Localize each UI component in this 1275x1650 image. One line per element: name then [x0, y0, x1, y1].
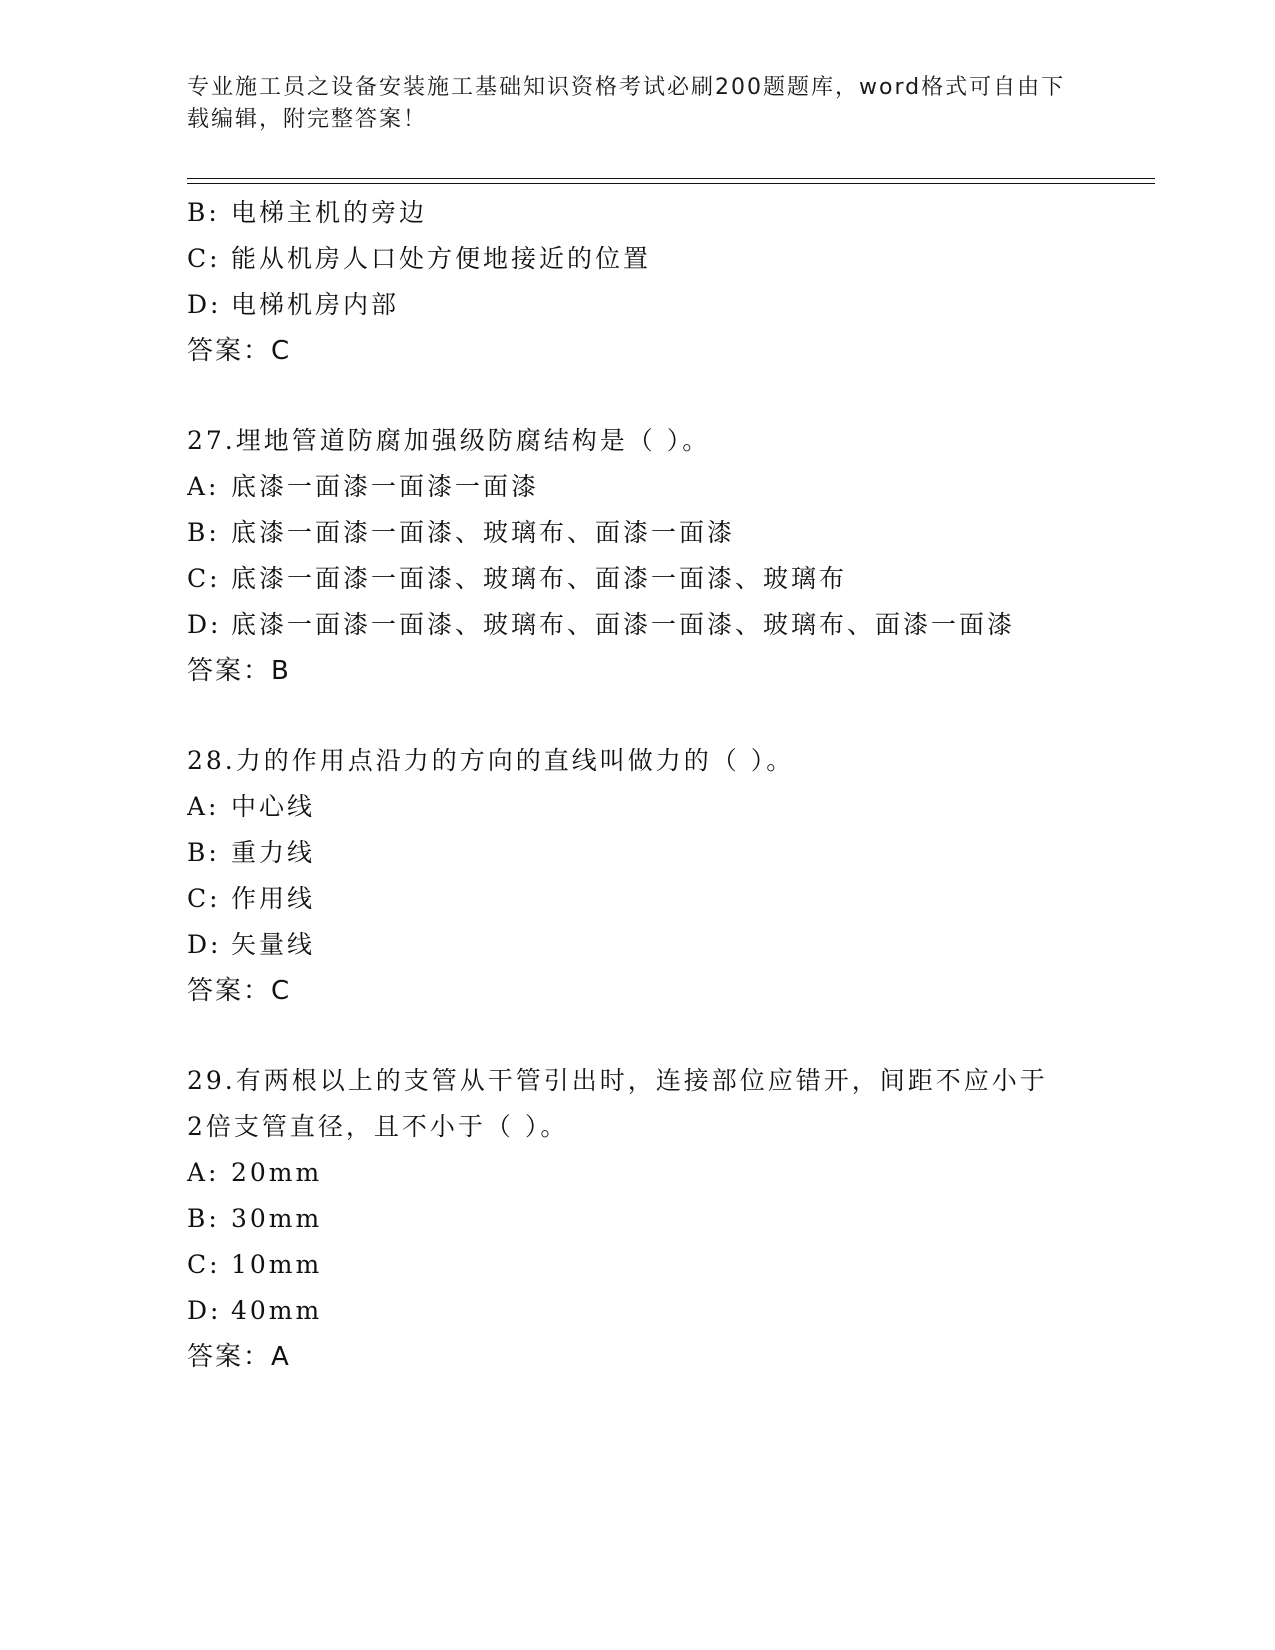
- document-header: 专业施工员之设备安装施工基础知识资格考试必刷200题题库，word格式可自由下载编辑，附完整答案！: [187, 75, 1066, 132]
- option-text: 底漆一面漆一面漆一面漆: [231, 472, 540, 501]
- spacer: [187, 374, 1187, 418]
- answer-line: 答案：C: [187, 336, 292, 366]
- spacer: [187, 694, 1187, 738]
- option-d: [187, 1288, 1187, 1334]
- answer-line: 答案：C: [187, 976, 292, 1006]
- option-letter: C:: [187, 564, 221, 593]
- option-text: 底漆一面漆一面漆、玻璃布、面漆一面漆、玻璃布: [231, 564, 848, 593]
- option-letter: D:: [187, 290, 222, 319]
- answer-line: 答案：A: [187, 1342, 291, 1372]
- option-letter: D:: [187, 1296, 222, 1325]
- option-text: 20mm: [231, 1158, 323, 1187]
- option-text: 底漆一面漆一面漆、玻璃布、面漆一面漆、玻璃布、面漆一面漆: [231, 610, 1016, 639]
- option-letter: A:: [187, 792, 220, 821]
- option-d: [187, 922, 1187, 968]
- question-stem-line-1: 29.有两根以上的支管从干管引出时，连接部位应错开，间距不应小于: [187, 1066, 1048, 1095]
- option-a: [187, 1150, 1187, 1196]
- option-c: [187, 236, 1187, 282]
- question-content: [187, 190, 1187, 1380]
- question-stem: 27.埋地管道防腐加强级防腐结构是（ ）。: [187, 426, 711, 455]
- option-b: [187, 190, 1187, 236]
- header-rule-top: [187, 178, 1155, 179]
- option-a: [187, 784, 1187, 830]
- option-letter: C:: [187, 1250, 221, 1279]
- option-b: [187, 830, 1187, 876]
- option-a: [187, 464, 1187, 510]
- option-letter: D:: [187, 930, 222, 959]
- question-stem: 28.力的作用点沿力的方向的直线叫做力的（ ）。: [187, 746, 795, 775]
- option-text: 矢量线: [231, 930, 316, 959]
- option-text: 40mm: [231, 1296, 323, 1325]
- question-28: [187, 738, 1187, 1014]
- option-c: [187, 876, 1187, 922]
- option-text: 作用线: [231, 884, 316, 913]
- option-text: 底漆一面漆一面漆、玻璃布、面漆一面漆: [231, 518, 736, 547]
- question-27: [187, 418, 1187, 694]
- spacer: [187, 1014, 1187, 1058]
- option-letter: B:: [187, 1204, 220, 1233]
- option-text: 30mm: [231, 1204, 323, 1233]
- option-text: 重力线: [231, 838, 316, 867]
- option-letter: B:: [187, 518, 220, 547]
- option-text: 电梯主机的旁边: [231, 198, 428, 227]
- question-stem-line-2: 2倍支管直径，且不小于（ ）。: [187, 1112, 569, 1141]
- answer-line: 答案：B: [187, 656, 291, 686]
- option-d: [187, 602, 1187, 648]
- option-letter: C:: [187, 884, 221, 913]
- option-c: [187, 1242, 1187, 1288]
- option-text: 能从机房人口处方便地接近的位置: [231, 244, 652, 273]
- option-letter: D:: [187, 610, 222, 639]
- option-letter: C:: [187, 244, 221, 273]
- option-text: 中心线: [231, 792, 316, 821]
- header-rule-bottom: [187, 183, 1155, 184]
- question-26-continuation: [187, 190, 1187, 374]
- option-letter: B:: [187, 838, 220, 867]
- option-letter: A:: [187, 1158, 220, 1187]
- question-29: [187, 1058, 1187, 1380]
- option-b: [187, 510, 1187, 556]
- option-text: 电梯机房内部: [231, 290, 400, 319]
- option-d: [187, 282, 1187, 328]
- option-text: 10mm: [231, 1250, 323, 1279]
- option-letter: B:: [187, 198, 220, 227]
- option-letter: A:: [187, 472, 220, 501]
- option-c: [187, 556, 1187, 602]
- option-b: [187, 1196, 1187, 1242]
